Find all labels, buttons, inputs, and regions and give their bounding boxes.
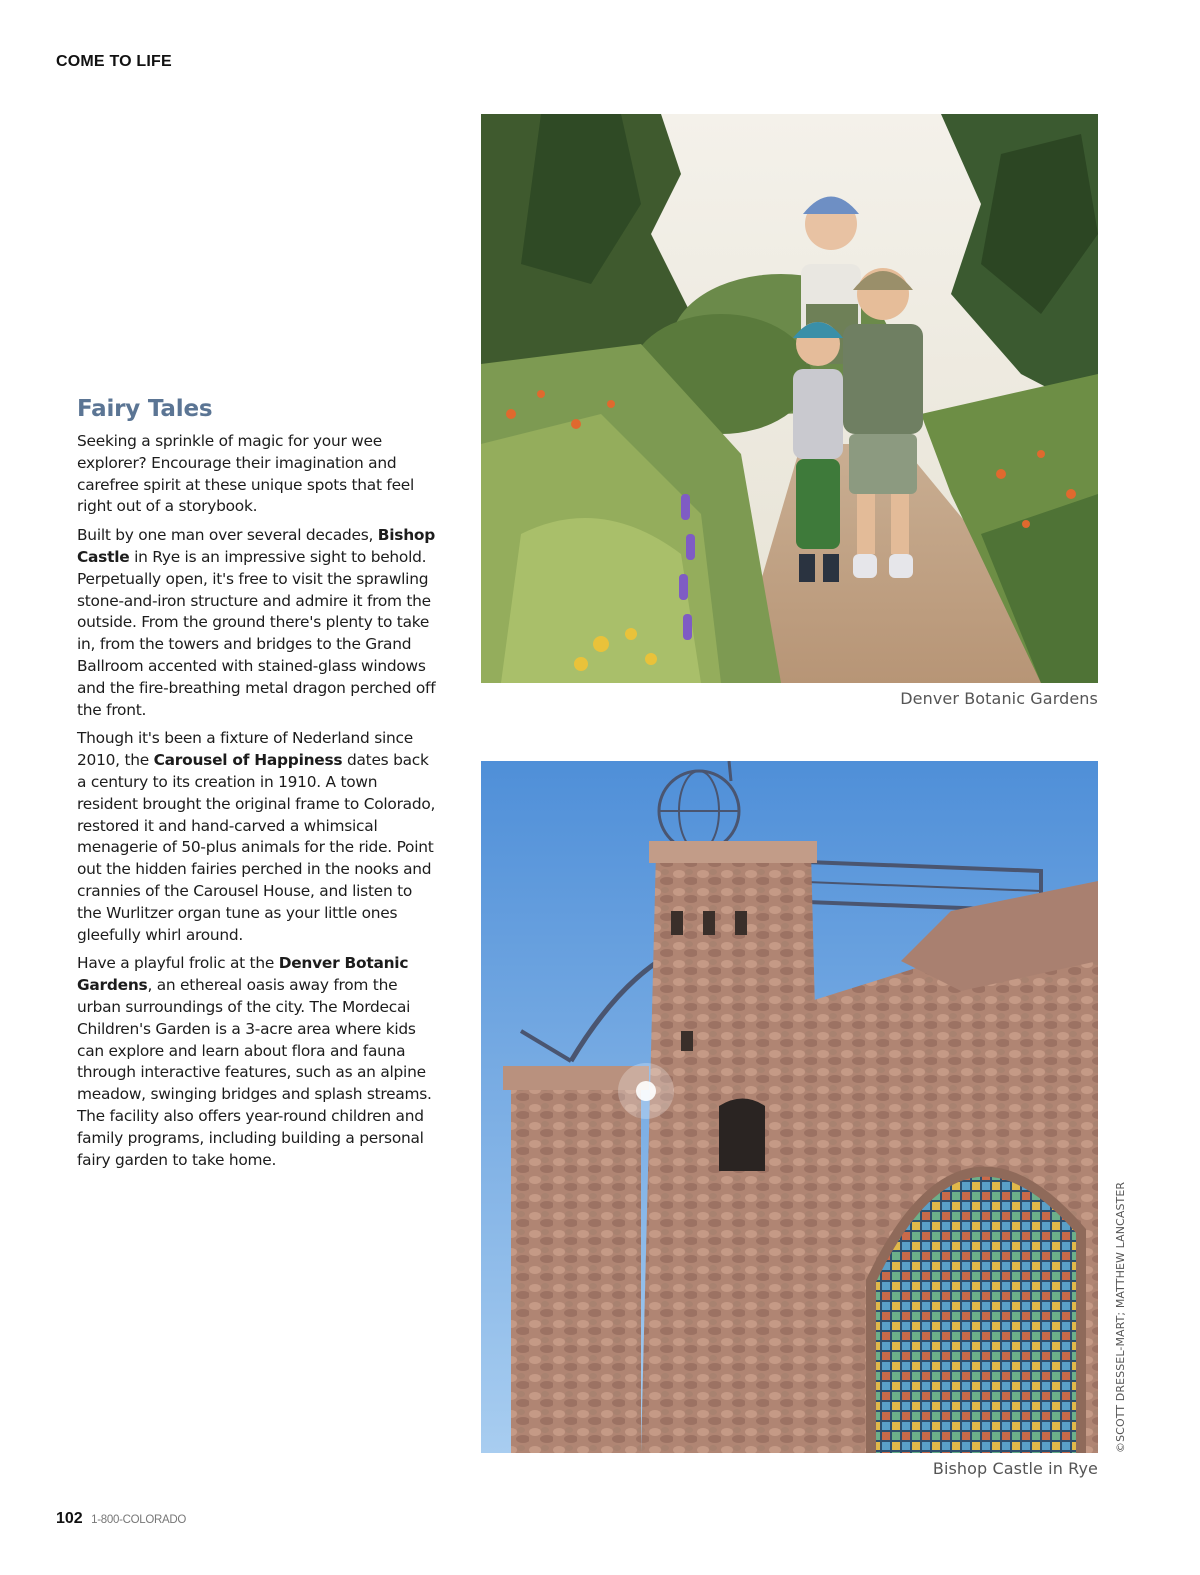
paragraph-bishop-castle: Built by one man over several decades, Bishop Castle in Rye is an impressive sight to behold. Perpetually open, it's free to visit the sprawling stone-and-iron structure and admire it from the outside. From the ground there's plenty to take in, from the towers and bridges to the Grand Ballroom accented with stained-glass windows and the fire-breathing metal dragon perched off the front. bbox=[77, 526, 436, 719]
article-intro: Seeking a sprinkle of magic for your wee explorer? Encourage their imagination and carefree spirit at these unique spots that feel right out of a storybook. bbox=[77, 432, 415, 516]
article-title: Fairy Tales bbox=[77, 396, 213, 422]
page-footer bbox=[56, 1510, 186, 1528]
carousel-name: Carousel of Happiness bbox=[153, 751, 343, 770]
paragraph-botanic-gardens: Have a playful frolic at the Denver Botanic Gardens, an ethereal oasis away from the urban surroundings of the city. The Mordecai Children's Garden is a 3-acre area where kids can explore and learn about flora and fauna through interactive features, such as an alpine meadow, swinging bridges and splash streams. The facility also offers year-round children and family programs, including building a personal fairy garden to take home. bbox=[77, 954, 432, 1169]
page-number: 102 bbox=[56, 1510, 83, 1527]
phone-number: 1-800-COLORADO bbox=[91, 1514, 187, 1526]
bishop-castle-name: Bishop Castle bbox=[77, 526, 436, 566]
paragraph-carousel: Though it's been a fixture of Nederland since 2010, the Carousel of Happiness dates back a century to its creation in 1910. A town resident brought the original frame to Colorado, restored it and hand-carved a whimsical menagerie of 50-plus animals for the ride. Point out the hidden fairies perched in the nooks and crannies of the Carousel House, and listen to the Wurlitzer organ tune as your little ones gleefully whirl around. bbox=[77, 729, 436, 944]
garden-caption: Denver Botanic Gardens bbox=[900, 689, 1098, 708]
castle-caption: Bishop Castle in Rye bbox=[932, 1459, 1098, 1478]
photo-credit: ©SCOTT DRESSEL-MART; MATTHEW LANCASTER bbox=[1114, 1181, 1127, 1453]
castle-photo bbox=[481, 761, 1098, 1453]
article bbox=[77, 396, 439, 1178]
garden-photo bbox=[481, 114, 1098, 683]
botanic-gardens-name: Denver Botanic Gardens bbox=[77, 954, 409, 995]
section-label: COME TO LIFE bbox=[56, 53, 172, 70]
